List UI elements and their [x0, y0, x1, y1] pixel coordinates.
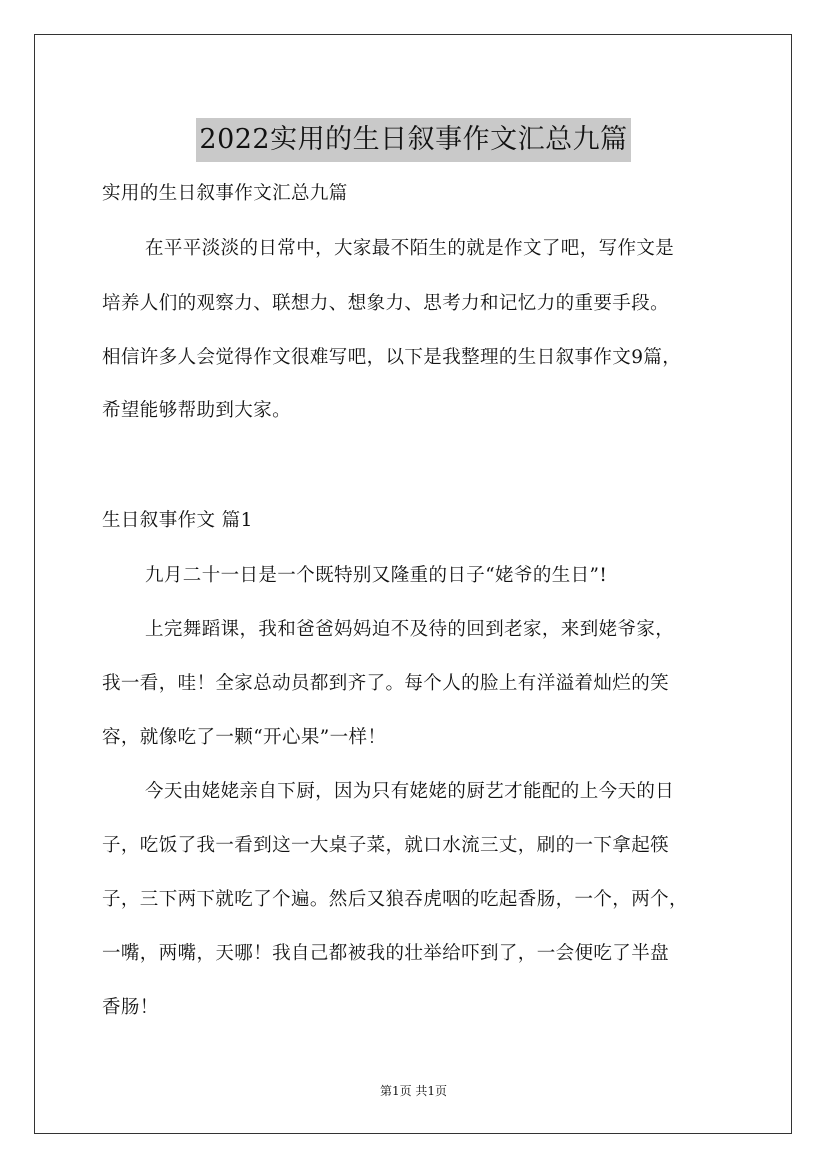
- page-footer: 第1页 共1页: [379, 1084, 448, 1098]
- intro-line: 在平平淡淡的日常中，大家最不陌生的就是作文了吧，写作文是: [145, 238, 675, 259]
- intro-line: 希望能够帮助到大家。: [102, 400, 292, 421]
- document-subtitle: 实用的生日叙事作文汇总九篇: [102, 183, 348, 204]
- document-title: 2022实用的生日叙事作文汇总九篇: [196, 118, 630, 162]
- paragraph-line: 上完舞蹈课，我和爸爸妈妈迫不及待的回到老家，来到姥爷家，: [145, 619, 675, 640]
- paragraph-line: 一嘴，两嘴，天哪！我自己都被我的壮举给吓到了，一会便吃了半盘: [102, 943, 670, 964]
- intro-line: 培养人们的观察力、联想力、想象力、思考力和记忆力的重要手段。: [102, 293, 670, 314]
- title-container: [0, 100, 827, 180]
- paragraph-line: 子，吃饭了我一看到这一大桌子菜，就口水流三丈，刷的一下拿起筷: [102, 835, 670, 856]
- paragraph-line: 香肠！: [102, 997, 159, 1018]
- paragraph-line: 九月二十一日是一个既特别又隆重的日子“姥爷的生日”!: [145, 565, 608, 586]
- paragraph-line: 我一看，哇！全家总动员都到齐了。每个人的脸上有洋溢着灿烂的笑: [102, 673, 670, 694]
- paragraph-line: 容，就像吃了一颗“开心果”一样！: [102, 727, 387, 748]
- paragraph-line: 今天由姥姥亲自下厨，因为只有姥姥的厨艺才能配的上今天的日: [145, 781, 675, 802]
- paragraph-line: 子，三下两下就吃了个遍。然后又狼吞虎咽的吃起香肠，一个，两个，: [102, 889, 688, 910]
- section-heading: 生日叙事作文 篇1: [102, 510, 253, 531]
- intro-line: 相信许多人会觉得作文很难写吧，以下是我整理的生日叙事作文9篇，: [102, 347, 682, 368]
